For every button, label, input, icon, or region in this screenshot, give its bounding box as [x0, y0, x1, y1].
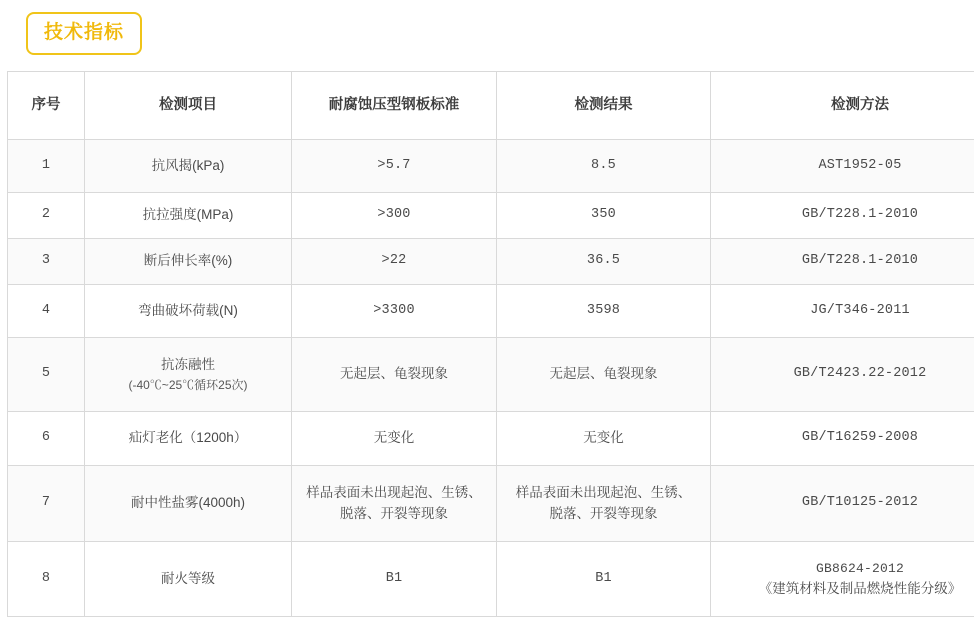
table-header-row [8, 72, 974, 140]
cell-item: 耐火等级 [85, 542, 292, 617]
cell-result: 36.5 [497, 239, 711, 285]
cell-item: 抗拉强度(MPa) [85, 193, 292, 239]
table-row [8, 542, 974, 617]
cell-method [711, 542, 974, 617]
header-cell-method: 检测方法 [711, 72, 974, 140]
header-cell-index: 序号 [8, 72, 85, 140]
section-title-label: 技术指标 [44, 22, 124, 43]
cell-method: GB/T228.1-2010 [711, 193, 974, 239]
cell-standard: >5.7 [292, 140, 497, 193]
cell-item-line2: (-40℃~25℃循环25次) [89, 376, 287, 394]
table-row [8, 140, 974, 193]
cell-index: 5 [8, 338, 85, 412]
cell-result: 350 [497, 193, 711, 239]
cell-method: GB/T10125-2012 [711, 466, 974, 542]
cell-standard-line2: 脱落、开裂等现象 [296, 504, 492, 524]
cell-method: GB/T16259-2008 [711, 412, 974, 466]
cell-result: 无变化 [497, 412, 711, 466]
cell-item: 耐中性盐雾(4000h) [85, 466, 292, 542]
technical-spec-table [7, 71, 974, 617]
cell-item: 抗风揭(kPa) [85, 140, 292, 193]
cell-method-line2: 《建筑材料及制品燃烧性能分级》 [715, 579, 974, 599]
cell-standard: 无起层、龟裂现象 [292, 338, 497, 412]
table-row [8, 412, 974, 466]
cell-result [497, 466, 711, 542]
cell-index: 1 [8, 140, 85, 193]
cell-method-line1: GB8624-2012 [715, 559, 974, 579]
cell-item [85, 338, 292, 412]
cell-result-line1: 样品表面未出现起泡、生锈、 [501, 483, 706, 503]
table-header [8, 72, 974, 140]
cell-standard [292, 466, 497, 542]
cell-item: 断后伸长率(%) [85, 239, 292, 285]
table-row [8, 466, 974, 542]
cell-standard: B1 [292, 542, 497, 617]
header-cell-standard: 耐腐蚀压型钢板标准 [292, 72, 497, 140]
cell-standard: >3300 [292, 285, 497, 338]
table-row [8, 193, 974, 239]
cell-index: 8 [8, 542, 85, 617]
cell-index: 4 [8, 285, 85, 338]
header-cell-result: 检测结果 [497, 72, 711, 140]
cell-result: 3598 [497, 285, 711, 338]
cell-method: JG/T346-2011 [711, 285, 974, 338]
cell-standard: >300 [292, 193, 497, 239]
cell-standard: 无变化 [292, 412, 497, 466]
cell-item: 疝灯老化（1200h） [85, 412, 292, 466]
table-body [8, 140, 974, 617]
cell-index: 6 [8, 412, 85, 466]
cell-standard: >22 [292, 239, 497, 285]
cell-result: 无起层、龟裂现象 [497, 338, 711, 412]
table-row [8, 338, 974, 412]
cell-index: 3 [8, 239, 85, 285]
cell-result-line2: 脱落、开裂等现象 [501, 504, 706, 524]
cell-result: B1 [497, 542, 711, 617]
cell-standard-line1: 样品表面未出现起泡、生锈、 [296, 483, 492, 503]
cell-item-line1: 抗冻融性 [89, 355, 287, 375]
cell-method: GB/T2423.22-2012 [711, 338, 974, 412]
section-title-badge [26, 12, 142, 55]
cell-method: GB/T228.1-2010 [711, 239, 974, 285]
header-cell-item: 检测项目 [85, 72, 292, 140]
cell-item: 弯曲破坏荷载(N) [85, 285, 292, 338]
cell-result: 8.5 [497, 140, 711, 193]
table-row [8, 239, 974, 285]
cell-index: 7 [8, 466, 85, 542]
table-row [8, 285, 974, 338]
cell-method: AST1952-05 [711, 140, 974, 193]
cell-index: 2 [8, 193, 85, 239]
